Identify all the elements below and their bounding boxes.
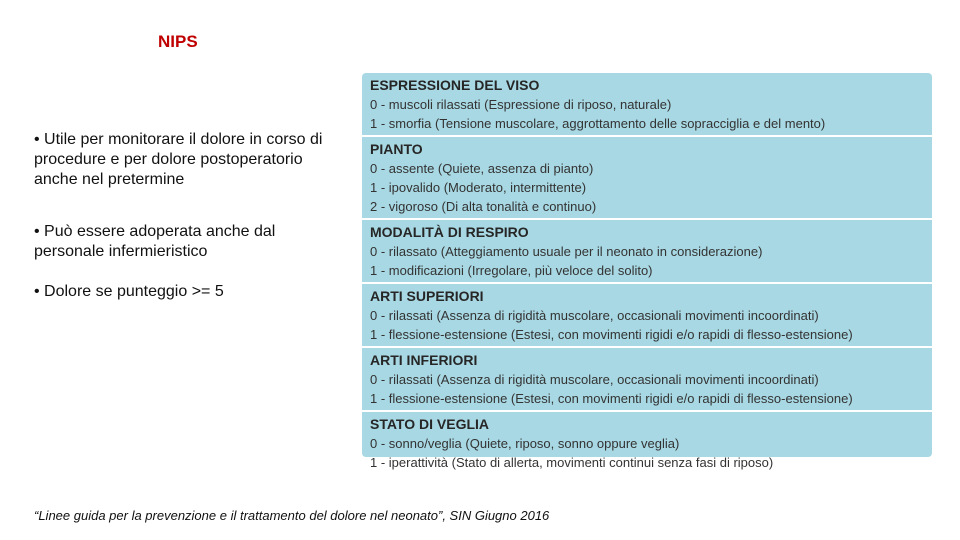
score-item: 0 - muscoli rilassati (Espressione di riposo, naturale) xyxy=(370,97,672,112)
score-item: 1 - smorfia (Tensione muscolare, aggrottamento delle sopracciglia e del mento) xyxy=(370,116,826,131)
section-lower-limbs xyxy=(362,348,932,412)
score-item: 0 - rilassato (Atteggiamento usuale per il neonato in considerazione) xyxy=(370,244,763,259)
citation-footer: “Linee guida per la prevenzione e il trattamento del dolore nel neonato”, SIN Giugno 2016 xyxy=(34,508,550,523)
section-facial-expression xyxy=(362,73,932,137)
slide-title: NIPS xyxy=(158,32,198,51)
score-item: 0 - sonno/veglia (Quiete, riposo, sonno oppure veglia) xyxy=(370,436,680,451)
bullet-item: • Può essere adoperata anche dal personale infermieristico xyxy=(34,223,276,260)
score-item: 2 - vigoroso (Di alta tonalità e continuo) xyxy=(370,199,597,214)
section-cry xyxy=(362,137,932,220)
section-heading: ESPRESSIONE DEL VISO xyxy=(370,77,540,93)
score-item: 0 - assente (Quiete, assenza di pianto) xyxy=(370,161,594,176)
section-heading: MODALITÀ DI RESPIRO xyxy=(370,224,529,240)
score-item: 1 - flessione-estensione (Estesi, con movimenti rigidi e/o rapidi di flesso-estensione) xyxy=(370,327,853,342)
section-heading: PIANTO xyxy=(370,141,423,157)
section-heading: STATO DI VEGLIA xyxy=(370,416,490,432)
bullet-list xyxy=(34,130,334,334)
section-heading: ARTI SUPERIORI xyxy=(370,288,484,304)
score-item: 1 - ipovalido (Moderato, intermittente) xyxy=(370,180,587,195)
section-heading: ARTI INFERIORI xyxy=(370,352,478,368)
section-breathing xyxy=(362,220,932,284)
bullet-item: • Utile per monitorare il dolore in corso di procedure e per dolore postoperatorio anche nel pretermine xyxy=(34,131,323,188)
score-item: 1 - flessione-estensione (Estesi, con movimenti rigidi e/o rapidi di flesso-estensione) xyxy=(370,391,853,406)
score-item: 1 - modificazioni (Irregolare, più veloce del solito) xyxy=(370,263,653,278)
score-item: 1 - iperattività (Stato di allerta, movimenti continui senza fasi di riposo) xyxy=(370,455,774,470)
score-item: 0 - rilassati (Assenza di rigidità muscolare, occasionali movimenti incoordinati) xyxy=(370,308,819,323)
nips-score-table xyxy=(362,73,932,470)
section-arousal-state xyxy=(362,412,932,474)
bullet-item: • Dolore se punteggio >= 5 xyxy=(34,283,224,300)
score-item: 0 - rilassati (Assenza di rigidità muscolare, occasionali movimenti incoordinati) xyxy=(370,372,819,387)
section-upper-limbs xyxy=(362,284,932,348)
